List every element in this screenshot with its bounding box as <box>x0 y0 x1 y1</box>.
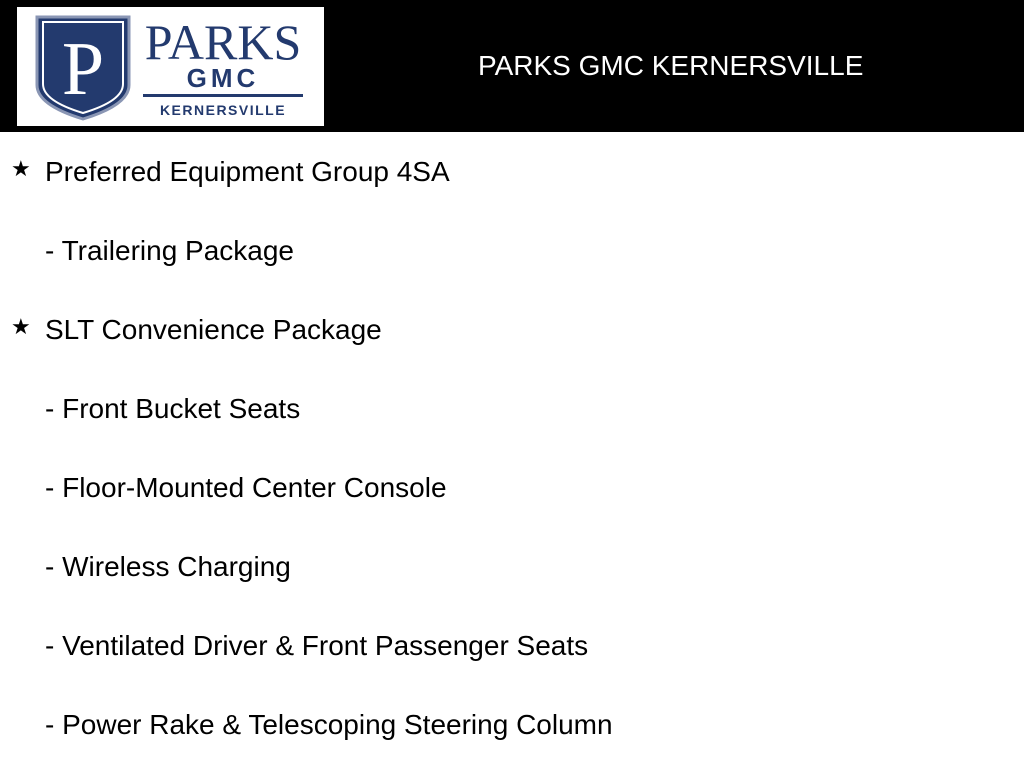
list-item-text: SLT Convenience Package <box>45 314 382 345</box>
list-item <box>0 231 1024 271</box>
list-item-text: - Ventilated Driver & Front Passenger Seats <box>45 630 589 661</box>
list-item-text: - Floor-Mounted Center Console <box>45 472 447 503</box>
list-item <box>0 547 1024 587</box>
logo-location: KERNERSVILLE <box>159 102 287 118</box>
logo-sub: GMC <box>186 63 260 93</box>
list-item-text: - Trailering Package <box>45 235 295 266</box>
list-item-text: - Front Bucket Seats <box>45 393 301 424</box>
list-item <box>0 705 1024 745</box>
star-icon: ★ <box>11 157 31 182</box>
parks-shield-logo-icon <box>17 7 324 126</box>
page-title: PARKS GMC KERNERSVILLE <box>478 50 864 81</box>
header-bar <box>0 0 1024 132</box>
parks-gmc-logo <box>17 7 324 126</box>
list-item <box>0 626 1024 666</box>
list-item-text: - Wireless Charging <box>45 551 291 582</box>
list-item <box>0 152 1024 192</box>
list-item-text: Preferred Equipment Group 4SA <box>45 156 450 187</box>
star-icon: ★ <box>11 315 31 340</box>
list-item-text: - Power Rake & Telescoping Steering Column <box>45 709 613 740</box>
list-item <box>0 468 1024 508</box>
logo-brand: PARKS <box>144 14 302 70</box>
list-item <box>0 310 1024 350</box>
logo-letter: P <box>61 27 105 111</box>
list-item <box>0 389 1024 429</box>
